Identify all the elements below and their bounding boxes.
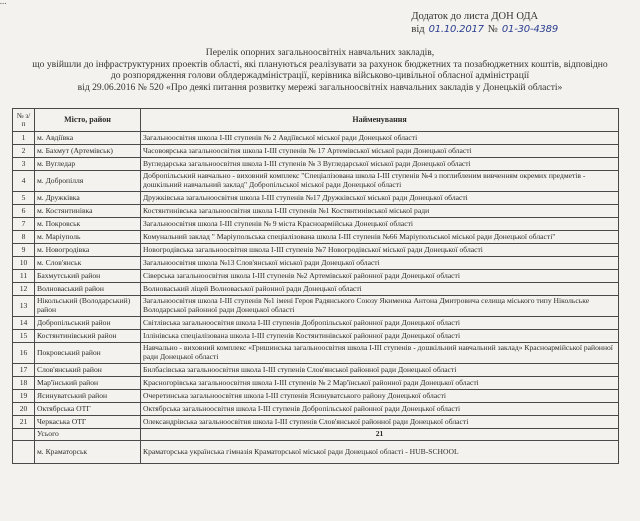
- title-line: Перелік опорних загальноосвітніх навчальних закладів,: [205, 47, 435, 58]
- document-title: [30, 47, 610, 93]
- row-name: Олександрівська загальноосвітня школа І-ІІІ ступенів Слов'янської районної ради Донецької області: [141, 416, 619, 429]
- title-line: що увійшли до інфраструктурних проектів області, які плануються реалізувати за рахунок бюджетних та позабюджетних коштів, відповідно: [32, 58, 608, 70]
- total-label: Усього: [35, 429, 141, 441]
- row-number: 8: [13, 231, 35, 244]
- addendum-number-sign: №: [487, 24, 498, 35]
- table-row: [13, 231, 619, 244]
- table-row: [13, 416, 619, 429]
- table-row: [13, 171, 619, 192]
- title-line: до розпорядження голови облдержадміністрації, керівника військово-цивільної обласної адміністрації: [110, 70, 530, 81]
- row-city: Добропільський район: [35, 317, 141, 330]
- table-row: [13, 317, 619, 330]
- row-city: м. Бахмут (Артемівськ): [35, 145, 141, 158]
- row-name: Загальноосвітня школа І-ІІІ ступенів № 9 міста Красноармійська Донецької області: [141, 218, 619, 231]
- table-row: [13, 192, 619, 205]
- row-city: Черкаська ОТГ: [35, 416, 141, 429]
- row-city: Волноваський район: [35, 283, 141, 296]
- row-number: 14: [13, 317, 35, 330]
- row-city: Костянтинівський район: [35, 330, 141, 343]
- row-name: Очеретинська загальноосвітня школа І-ІІІ ступенів Ясинуватського району Донецької області: [141, 390, 619, 403]
- addendum-prefix: від: [411, 24, 425, 35]
- row-city: Нікольський (Володарський) район: [35, 296, 141, 317]
- row-name: Волноваський ліцей Волноваської районної ради Донецької області: [141, 283, 619, 296]
- row-city: Покровський район: [35, 343, 141, 364]
- table-row: [13, 132, 619, 145]
- addendum-header: [411, 10, 558, 36]
- header-name: Найменування: [141, 109, 619, 132]
- addendum-label: Додаток до листа ДОН ОДА: [411, 11, 539, 22]
- row-number: 10: [13, 257, 35, 270]
- row-number: 15: [13, 330, 35, 343]
- row-city: Октябрська ОТГ: [35, 403, 141, 416]
- row-number: 11: [13, 270, 35, 283]
- table-row: [13, 158, 619, 171]
- row-city: Бахмутський район: [35, 270, 141, 283]
- row-number: 6: [13, 205, 35, 218]
- table-row: [13, 244, 619, 257]
- row-number: 9: [13, 244, 35, 257]
- row-number: 18: [13, 377, 35, 390]
- row-name: Дружківська загальноосвітня школа І-ІІІ ступенів №17 Дружківської міської ради Донецької області: [141, 192, 619, 205]
- row-number: 5: [13, 192, 35, 205]
- table-header-row: [13, 109, 619, 132]
- row-name: Часовоярська загальноосвітня школа І-ІІІ ступенів № 17 Артемівської міської ради Донецької області: [141, 145, 619, 158]
- row-city: Слов'янський район: [35, 364, 141, 377]
- top-fragment: ...: [0, 0, 7, 6]
- table-row: [13, 270, 619, 283]
- row-name: Добропільський навчально - виховний комплекс "Спеціалізована школа І-ІІІ ступенів №4 з поглибленим вивченням окремих предметів - дошкільний навчальний заклад" Добропільської міської ради Донецької області: [141, 171, 619, 192]
- row-name: Світлівська загальноосвітня школа І-ІІІ ступенів Добропільської районної ради Донецької області: [141, 317, 619, 330]
- table-body: [13, 132, 619, 464]
- addendum-number: 01-30-4389: [501, 24, 558, 35]
- total-row: [13, 429, 619, 441]
- row-name: Красногорівська загальноосвітня школа І-ІІІ ступенів № 2 Мар'їнської районної ради Донецької області: [141, 377, 619, 390]
- row-number: 12: [13, 283, 35, 296]
- title-line: від 29.06.2016 № 520 «Про деякі питання розвитку мережі загальноосвітніх навчальних закладів у Донецькій області»: [77, 81, 563, 93]
- addendum-ref: [411, 23, 558, 36]
- table-row: [13, 377, 619, 390]
- header-city: Місто, район: [35, 109, 141, 132]
- table-row: [13, 364, 619, 377]
- addendum-date: 01.10.2017: [428, 24, 484, 35]
- row-number: 13: [13, 296, 35, 317]
- row-number: 19: [13, 390, 35, 403]
- table-row: [13, 296, 619, 317]
- table-row: [13, 145, 619, 158]
- extra-name: Краматорська українська гімназія Краматорської міської ради Донецької області - HUB-SCHOOL: [141, 441, 619, 464]
- row-number: 16: [13, 343, 35, 364]
- row-name: Вугледарська загальноосвітня школа І-ІІІ ступенів № 3 Вугледарської міської ради Донецької області: [141, 158, 619, 171]
- row-number: 4: [13, 171, 35, 192]
- total-empty-cell: [13, 429, 35, 441]
- row-number: 2: [13, 145, 35, 158]
- row-name: Загальноосвітня школа №13 Слов'янської міської ради Донецької області: [141, 257, 619, 270]
- table-row: [13, 343, 619, 364]
- row-number: 1: [13, 132, 35, 145]
- row-name: Костянтинівська загальноосвітня школа І-ІІІ ступенів №1 Костянтинівської міської ради: [141, 205, 619, 218]
- row-city: м. Маріуполь: [35, 231, 141, 244]
- row-city: м. Авдіївка: [35, 132, 141, 145]
- table-row: [13, 390, 619, 403]
- row-name: Загальноосвітня школа І-ІІІ ступенів № 2 Авдіївської міської ради Донецької області: [141, 132, 619, 145]
- table-row: [13, 330, 619, 343]
- row-name: Октябрська загальноосвітня школа І-ІІІ ступенів Добропільської районної ради Донецької області: [141, 403, 619, 416]
- row-name: Билбасівська загальноосвітня школа І-ІІІ ступенів Слов'янської районної ради Донецької області: [141, 364, 619, 377]
- row-city: м. Новогродівка: [35, 244, 141, 257]
- row-city: Мар'їнський район: [35, 377, 141, 390]
- row-name: Навчально - виховний комплекс «Гришинська загальноосвітня школа І-ІІІ ступенів - дошкільний навчальний заклад» Красноармійської районної ради Донецької області: [141, 343, 619, 364]
- extra-row: [13, 441, 619, 464]
- table-row: [13, 218, 619, 231]
- row-city: м. Дружківка: [35, 192, 141, 205]
- row-name: Комунальний заклад " Маріупольська спеціалізована школа І-ІІІ ступенів №66 Маріупольської міської ради Донецької області": [141, 231, 619, 244]
- extra-empty-cell: [13, 441, 35, 464]
- header-num: № з/п: [13, 109, 35, 132]
- row-name: Сіверська загальноосвітня школа І-ІІІ ступенів №2 Артемівської районної ради Донецької області: [141, 270, 619, 283]
- extra-city: м. Краматорськ: [35, 441, 141, 464]
- table-row: [13, 403, 619, 416]
- table-row: [13, 257, 619, 270]
- row-city: м. Покровськ: [35, 218, 141, 231]
- row-city: м. Вугледар: [35, 158, 141, 171]
- row-number: 7: [13, 218, 35, 231]
- total-value: 21: [141, 429, 619, 441]
- row-city: м. Слов'янськ: [35, 257, 141, 270]
- row-city: м. Костянтинівка: [35, 205, 141, 218]
- table-row: [13, 205, 619, 218]
- row-name: Іллінівська спеціалізована школа І-ІІІ ступенів Костянтинівської районної ради Донецької області: [141, 330, 619, 343]
- row-name: Новогродівська загальноосвітня школа І-ІІІ ступенів №7 Новогродівської міської ради Донецької області: [141, 244, 619, 257]
- row-name: Загальноосвітня школа І-ІІІ ступенів №1 імені Героя Радянського Союзу Якименка Антона Дмитровича селища міського типу Нікольське Володарської районної ради Донецької області: [141, 296, 619, 317]
- row-city: м. Добропілля: [35, 171, 141, 192]
- row-number: 17: [13, 364, 35, 377]
- schools-table: [12, 108, 619, 464]
- row-city: Ясинуватський район: [35, 390, 141, 403]
- row-number: 21: [13, 416, 35, 429]
- row-number: 3: [13, 158, 35, 171]
- row-number: 20: [13, 403, 35, 416]
- table-row: [13, 283, 619, 296]
